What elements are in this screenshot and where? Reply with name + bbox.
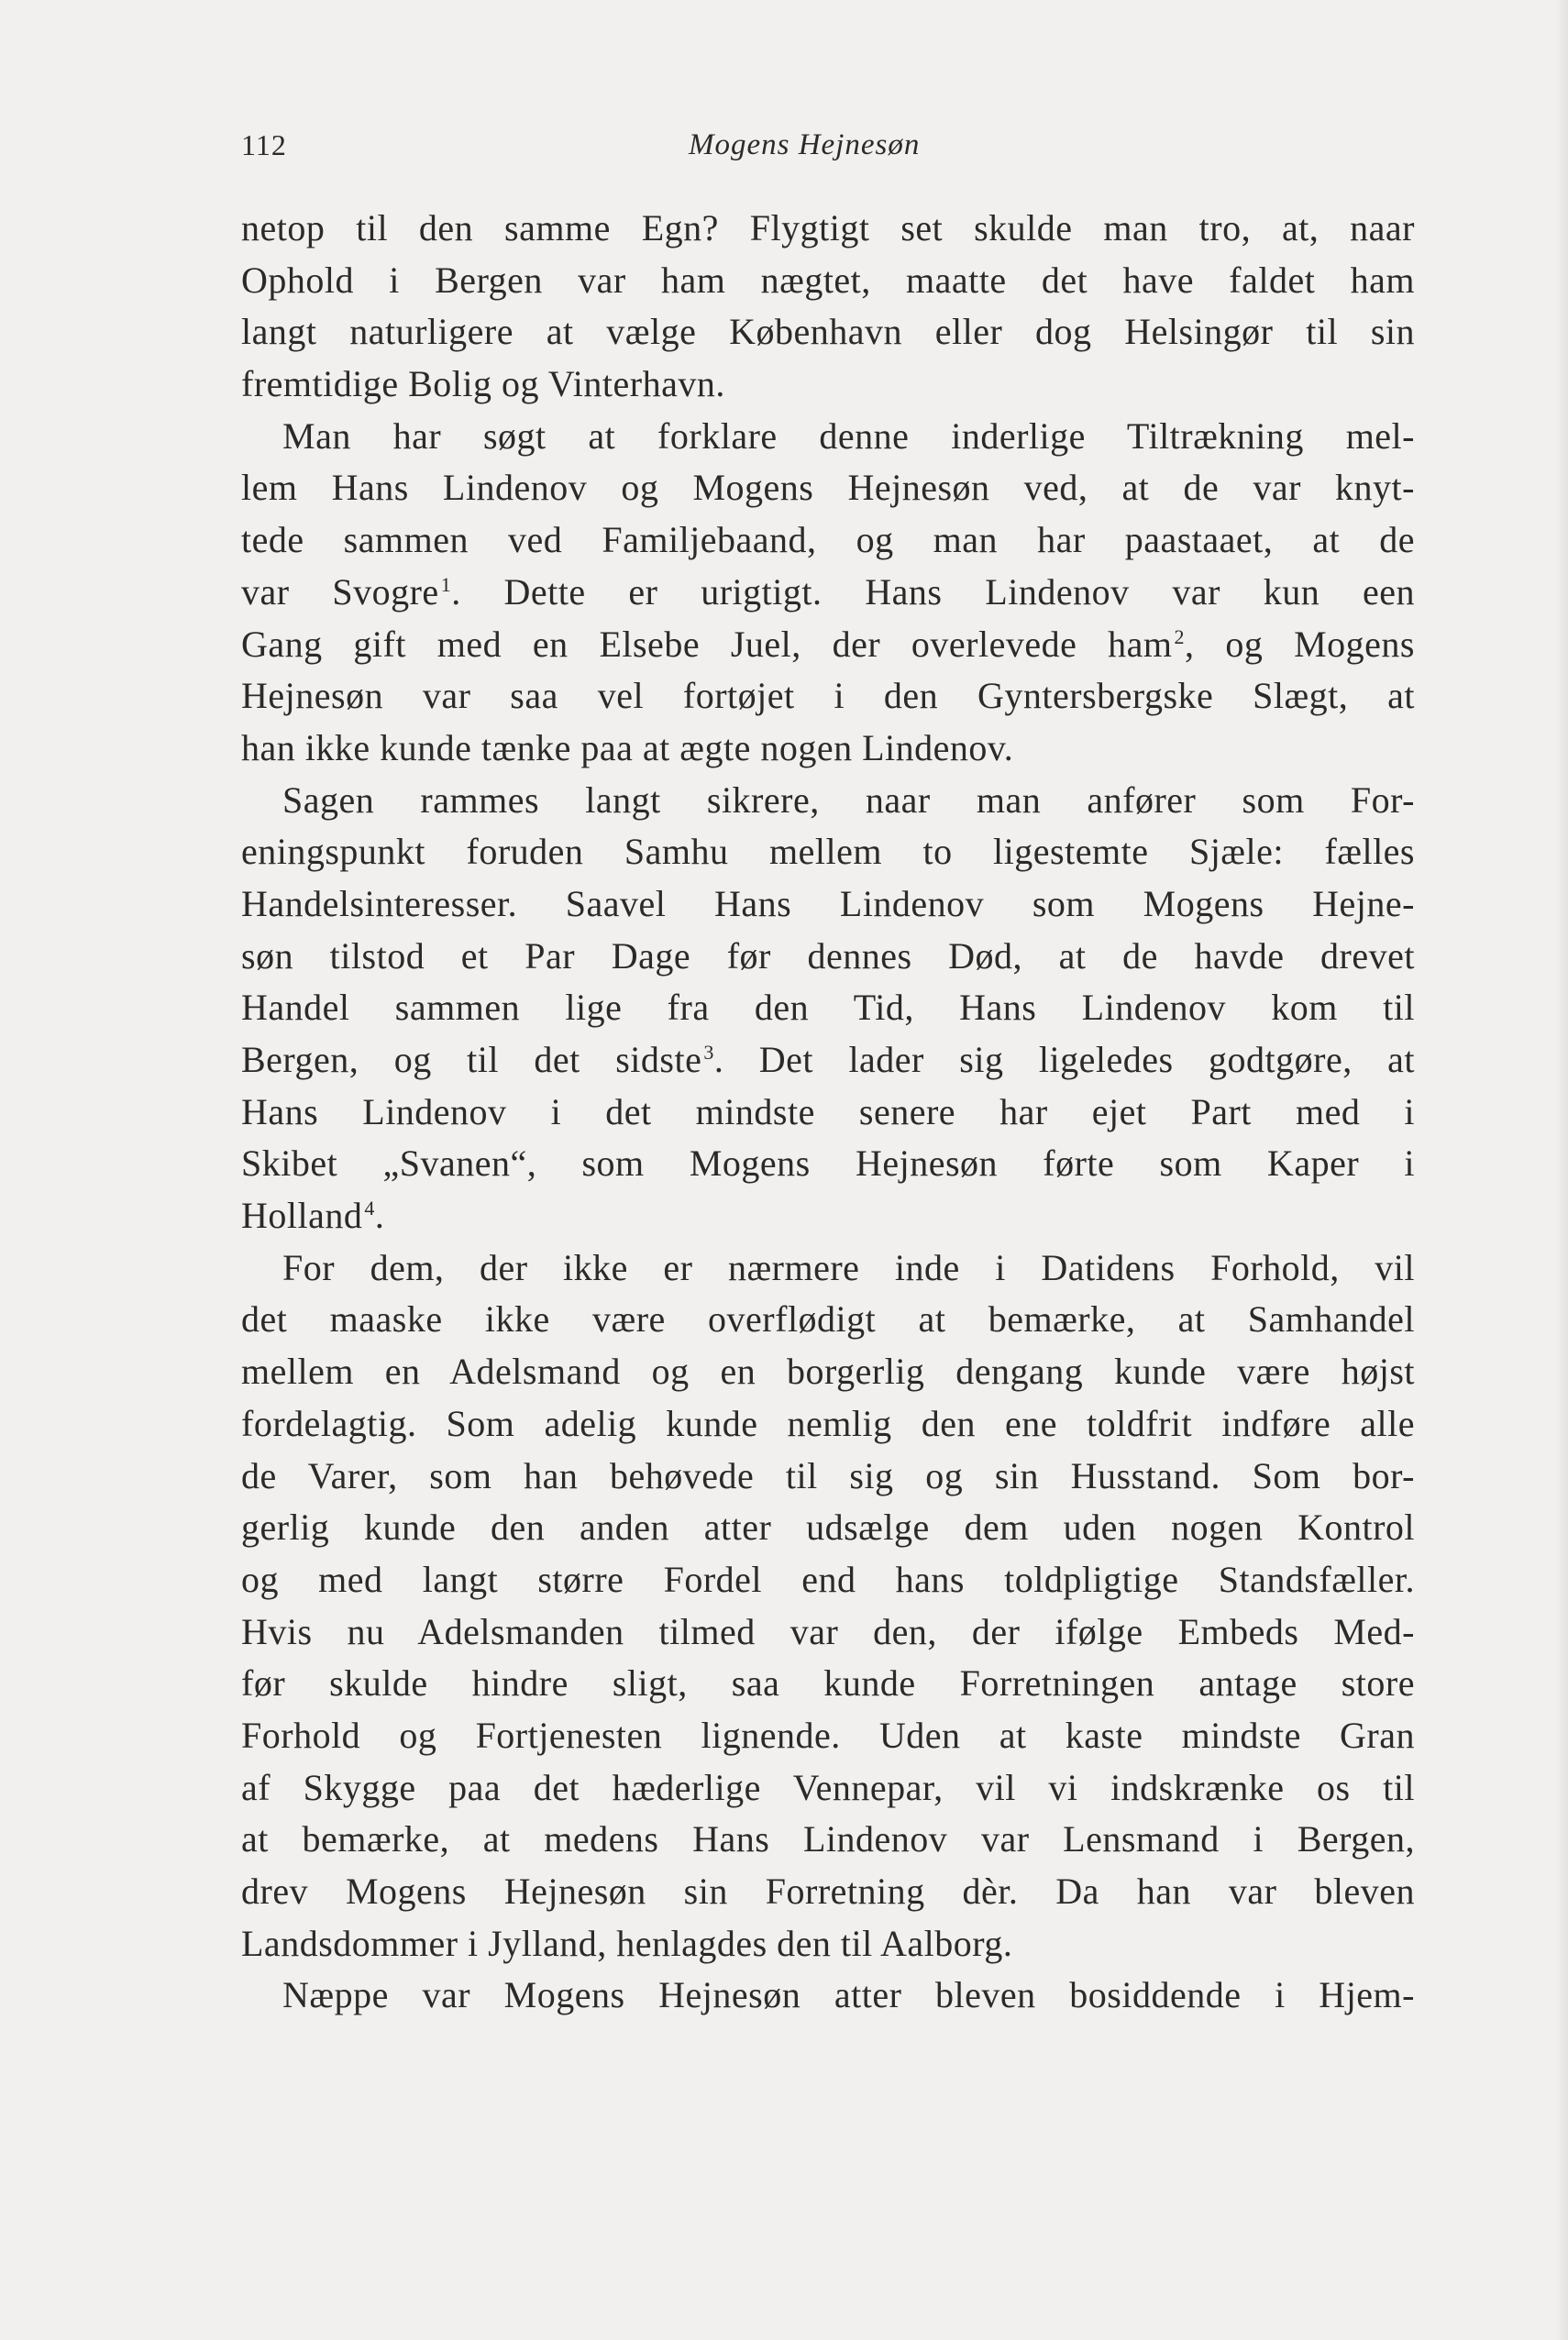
text-line: fremtidige Bolig og Vinterhavn. <box>241 363 725 405</box>
text-line: mellem en Adelsmand og en borgerlig dengang kunde være højst <box>241 1351 1415 1393</box>
footnote-mark: 2 <box>1174 624 1186 648</box>
text-fragment: , og Mogens <box>1185 623 1415 665</box>
text-line: at bemærke, at medens Hans Lindenov var Lensmand i Bergen, <box>241 1818 1415 1860</box>
text-line: de Varer, som han behøvede til sig og sin Husstand. Som bor- <box>241 1454 1415 1496</box>
text-line: Ophold i Bergen var ham nægtet, maatte det have faldet ham <box>241 259 1415 301</box>
text-fragment: . Det lader sig ligeledes godtgøre, at <box>713 1039 1415 1080</box>
text-line: fordelagtig. Som adelig kunde nemlig den ene toldfrit indføre alle <box>241 1402 1415 1444</box>
text-fragment: . <box>374 1195 385 1237</box>
text-line: Hans Lindenov i det mindste senere har ejet Part med i <box>241 1090 1415 1132</box>
text-line: drev Mogens Hejnesøn sin Forretning dèr. Da han var bleven <box>241 1871 1415 1912</box>
text-line: eningspunkt foruden Samhu mellem to ligestemte Sjæle: fælles <box>241 831 1415 873</box>
text-line: tede sammen ved Familjebaand, og man har paastaaet, at de <box>241 519 1415 561</box>
text-line: langt naturligere at vælge København eller dog Helsingør til sin <box>241 311 1415 353</box>
page-number: 112 <box>241 128 287 161</box>
text-line: søn tilstod et Par Dage før dennes Død, at de havde drevet <box>241 934 1415 977</box>
footnote-mark: 1 <box>440 572 452 596</box>
text-line: Man har søgt at forklare denne inderlige Tiltrækning mel- <box>282 414 1415 457</box>
text-line: og med langt større Fordel end hans toldpligtige Standsfæller. <box>241 1558 1415 1600</box>
text-line <box>241 1190 1415 1242</box>
page-header <box>241 128 1415 174</box>
text-fragment: . Dette er urigtigt. Hans Lindenov var kun een <box>451 570 1415 613</box>
text-line: det maaske ikke være overflødigt at bemærke, at Samhandel <box>241 1298 1415 1341</box>
page-edge-shadow <box>1555 0 1568 2340</box>
body-text <box>241 203 1415 2022</box>
text-line <box>241 1034 1415 1087</box>
text-line <box>241 567 1415 619</box>
text-line: Landsdommer i Jylland, henlagdes den til Aalborg. <box>241 1922 1013 1964</box>
text-line: Næppe var Mogens Hejnesøn atter bleven bosiddende i Hjem- <box>282 1974 1415 2016</box>
text-line: Sagen rammes langt sikrere, naar man anfører som For- <box>282 778 1415 821</box>
text-fragment: var Svogre <box>241 570 439 613</box>
text-line: netop til den samme Egn? Flygtigt set skulde man tro, at, naar <box>241 207 1415 248</box>
running-title: Mogens Hejnesøn <box>689 128 921 161</box>
text-line <box>241 619 1415 671</box>
text-line: Skibet „Svanen“, som Mogens Hejnesøn førte som Kaper i <box>241 1142 1415 1185</box>
text-line: Handel sammen lige fra den Tid, Hans Lindenov kom til <box>241 987 1415 1029</box>
footnote-mark: 3 <box>703 1041 714 1064</box>
footnote-mark: 4 <box>364 1197 375 1220</box>
text-fragment: Gang gift med en Elsebe Juel, der overlevede ham <box>241 623 1173 665</box>
text-line: Handelsinteresser. Saavel Hans Lindenov som Mogens Hejne- <box>241 882 1415 924</box>
text-line: han ikke kunde tænke paa at ægte nogen Lindenov. <box>241 726 1014 768</box>
text-line: lem Hans Lindenov og Mogens Hejnesøn ved, at de var knyt- <box>241 467 1415 509</box>
text-fragment: Holland <box>241 1195 363 1237</box>
text-line: af Skygge paa det hæderlige Vennepar, vil vi indskrænke os til <box>241 1766 1415 1808</box>
text-line: før skulde hindre sligt, saa kunde Forretningen antage store <box>241 1662 1415 1705</box>
text-line: Hejnesøn var saa vel fortøjet i den Gyntersbergske Slægt, at <box>241 675 1415 717</box>
text-line: Hvis nu Adelsmanden tilmed var den, der ifølge Embeds Med- <box>241 1610 1415 1652</box>
text-fragment: Bergen, og til det sidste <box>241 1039 702 1080</box>
text-line: For dem, der ikke er nærmere inde i Datidens Forhold, vil <box>282 1246 1415 1288</box>
text-line: Forhold og Fortjenesten lignende. Uden at kaste mindste Gran <box>241 1714 1415 1756</box>
text-line: gerlig kunde den anden atter udsælge dem uden nogen Kontrol <box>241 1507 1415 1549</box>
